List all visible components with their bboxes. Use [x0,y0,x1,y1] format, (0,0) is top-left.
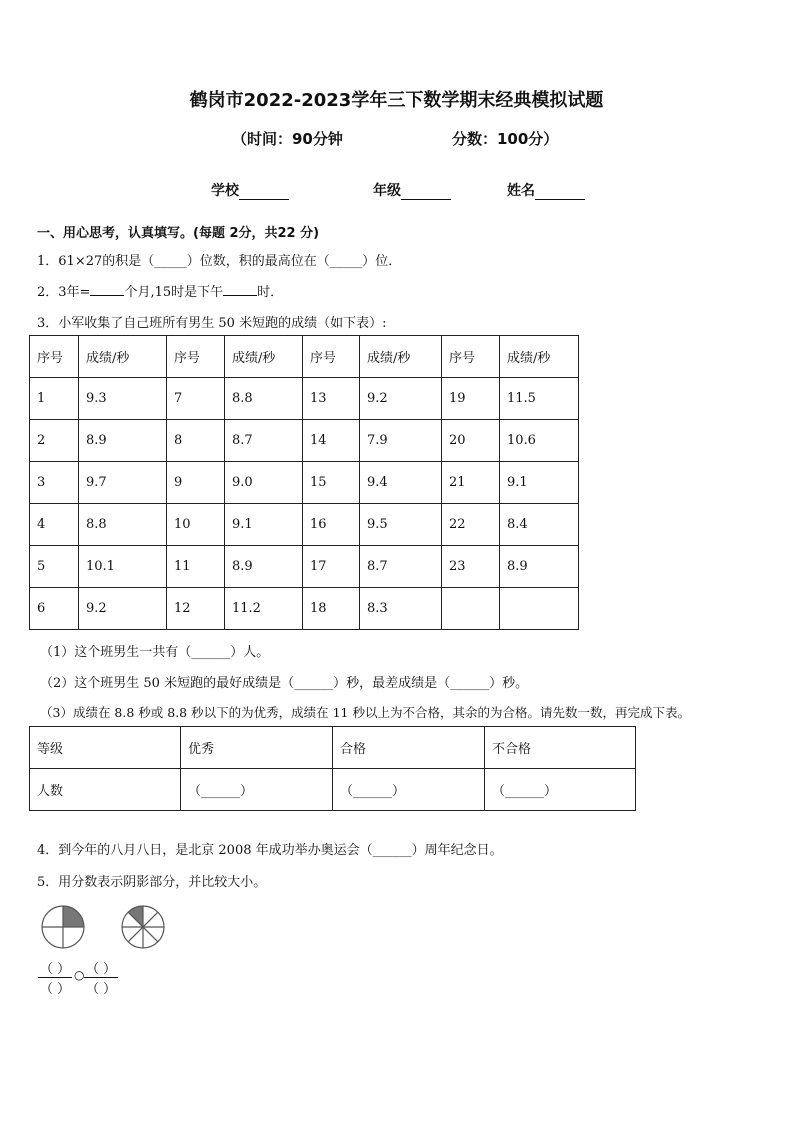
question-3: 3．小军收集了自己班所有男生 50 米短跑的成绩（如下表）: [37,316,387,331]
question-3-part-1: （1）这个班男生一共有（______）人。 [40,645,270,660]
table-cell: 8 [167,420,225,462]
compare-circle[interactable]: ○ [74,968,85,982]
table-cell: 8.7 [360,546,442,588]
grade-table-header [30,727,636,769]
time-label: （时间：90分钟 [232,130,343,148]
name-blank[interactable] [535,185,585,200]
table-cell [442,588,500,630]
header-cell: 序号 [442,336,500,378]
header-cell: 合格 [333,727,485,769]
table-cell: 9.3 [79,378,167,420]
question-2-blank-1[interactable] [90,283,124,296]
table-row [30,769,636,811]
table-cell: 9.2 [360,378,442,420]
question-1: 1．61×27的积是（_____）位数，积的最高位在（_____）位． [37,254,402,269]
table-cell: 8.3 [360,588,442,630]
answer-cell[interactable]: （______） [333,769,485,811]
table-cell: 2 [30,420,79,462]
table-cell: 8.7 [225,420,303,462]
right-fraction[interactable] [84,958,118,997]
table-cell: 6 [30,588,79,630]
question-4: 4．到今年的八月八日，是北京 2008 年成功举办奥运会（______）周年纪念日。 [37,843,503,858]
table-row [30,378,579,420]
score-label: 分数：100分） [452,130,559,148]
table-cell: 9.0 [225,462,303,504]
left-numerator: （ ） [38,958,72,978]
quarter-circle-figure [40,904,86,950]
table-cell: 18 [303,588,360,630]
answer-cell[interactable]: （______） [181,769,333,811]
header-cell: 序号 [30,336,79,378]
header-cell: 序号 [303,336,360,378]
question-2-blank-2[interactable] [223,283,257,296]
table-cell: 21 [442,462,500,504]
table-cell: 人数 [30,769,181,811]
table-cell: 8.8 [225,378,303,420]
answer-cell[interactable]: （______） [485,769,636,811]
table-cell: 8.8 [79,504,167,546]
table-cell: 9 [167,462,225,504]
score-table [29,335,579,630]
table-row [30,504,579,546]
school-label: 学校 [211,183,239,199]
question-2-part-c: 时． [257,285,284,300]
question-5: 5．用分数表示阴影部分，并比较大小。 [37,875,267,890]
header-cell: 成绩/秒 [79,336,167,378]
table-cell: 17 [303,546,360,588]
question-3-part-3: （3）成绩在 8.8 秒或 8.8 秒以下的为优秀，成绩在 11 秒以上为不合格，其余的为合格。请先数一数，再完成下表。 [40,705,690,720]
score-table-header [30,336,579,378]
table-row [30,588,579,630]
school-blank[interactable] [239,185,289,200]
name-label: 姓名 [507,183,535,199]
shaded-eighth [128,906,143,927]
header-cell: 优秀 [181,727,333,769]
header-cell: 成绩/秒 [225,336,303,378]
table-cell: 3 [30,462,79,504]
name-field [507,180,585,200]
grade-label: 年级 [373,183,401,199]
table-row [30,546,579,588]
header-cell: 序号 [167,336,225,378]
table-cell: 5 [30,546,79,588]
header-cell: 等级 [30,727,181,769]
table-cell: 8.4 [500,504,579,546]
left-fraction[interactable] [38,958,72,997]
table-cell: 7 [167,378,225,420]
left-denominator: （ ） [40,982,71,997]
table-row [30,420,579,462]
right-denominator: （ ） [86,982,117,997]
table-cell: 13 [303,378,360,420]
header-cell: 成绩/秒 [360,336,442,378]
table-cell: 22 [442,504,500,546]
table-cell: 19 [442,378,500,420]
table-cell: 12 [167,588,225,630]
table-cell: 8.9 [79,420,167,462]
table-cell: 7.9 [360,420,442,462]
table-cell: 15 [303,462,360,504]
grade-blank[interactable] [401,185,451,200]
table-cell: 11 [167,546,225,588]
question-3-part-2: （2）这个班男生 50 米短跑的最好成绩是（______）秒，最差成绩是（______）秒。 [40,676,529,691]
table-cell: 9.1 [225,504,303,546]
table-cell: 9.2 [79,588,167,630]
table-cell: 9.4 [360,462,442,504]
table-cell: 20 [442,420,500,462]
table-cell: 14 [303,420,360,462]
exam-title: 鹤岗市2022-2023学年三下数学期末经典模拟试题 [189,90,604,111]
table-cell: 8.9 [500,546,579,588]
table-row [30,462,579,504]
table-cell: 8.9 [225,546,303,588]
table-cell: 11.5 [500,378,579,420]
table-cell [500,588,579,630]
table-cell: 10.6 [500,420,579,462]
table-cell: 16 [303,504,360,546]
table-cell: 9.7 [79,462,167,504]
school-field [211,180,289,200]
eighth-circle-figure [120,904,166,950]
table-cell: 23 [442,546,500,588]
header-cell: 不合格 [485,727,636,769]
question-2-part-a: 2．3年= [37,285,91,300]
table-cell: 9.1 [500,462,579,504]
table-cell: 4 [30,504,79,546]
section-heading: 一、用心思考，认真填写。(每题 2分，共22 分) [37,226,320,241]
grade-field [373,180,451,200]
question-2 [37,281,283,300]
question-2-part-b: 个月,15时是下午 [124,285,224,300]
right-numerator: （ ） [84,958,118,978]
table-cell: 10.1 [79,546,167,588]
table-cell: 10 [167,504,225,546]
grade-table [29,726,636,811]
table-cell: 9.5 [360,504,442,546]
header-cell: 成绩/秒 [500,336,579,378]
table-cell: 11.2 [225,588,303,630]
table-cell: 1 [30,378,79,420]
